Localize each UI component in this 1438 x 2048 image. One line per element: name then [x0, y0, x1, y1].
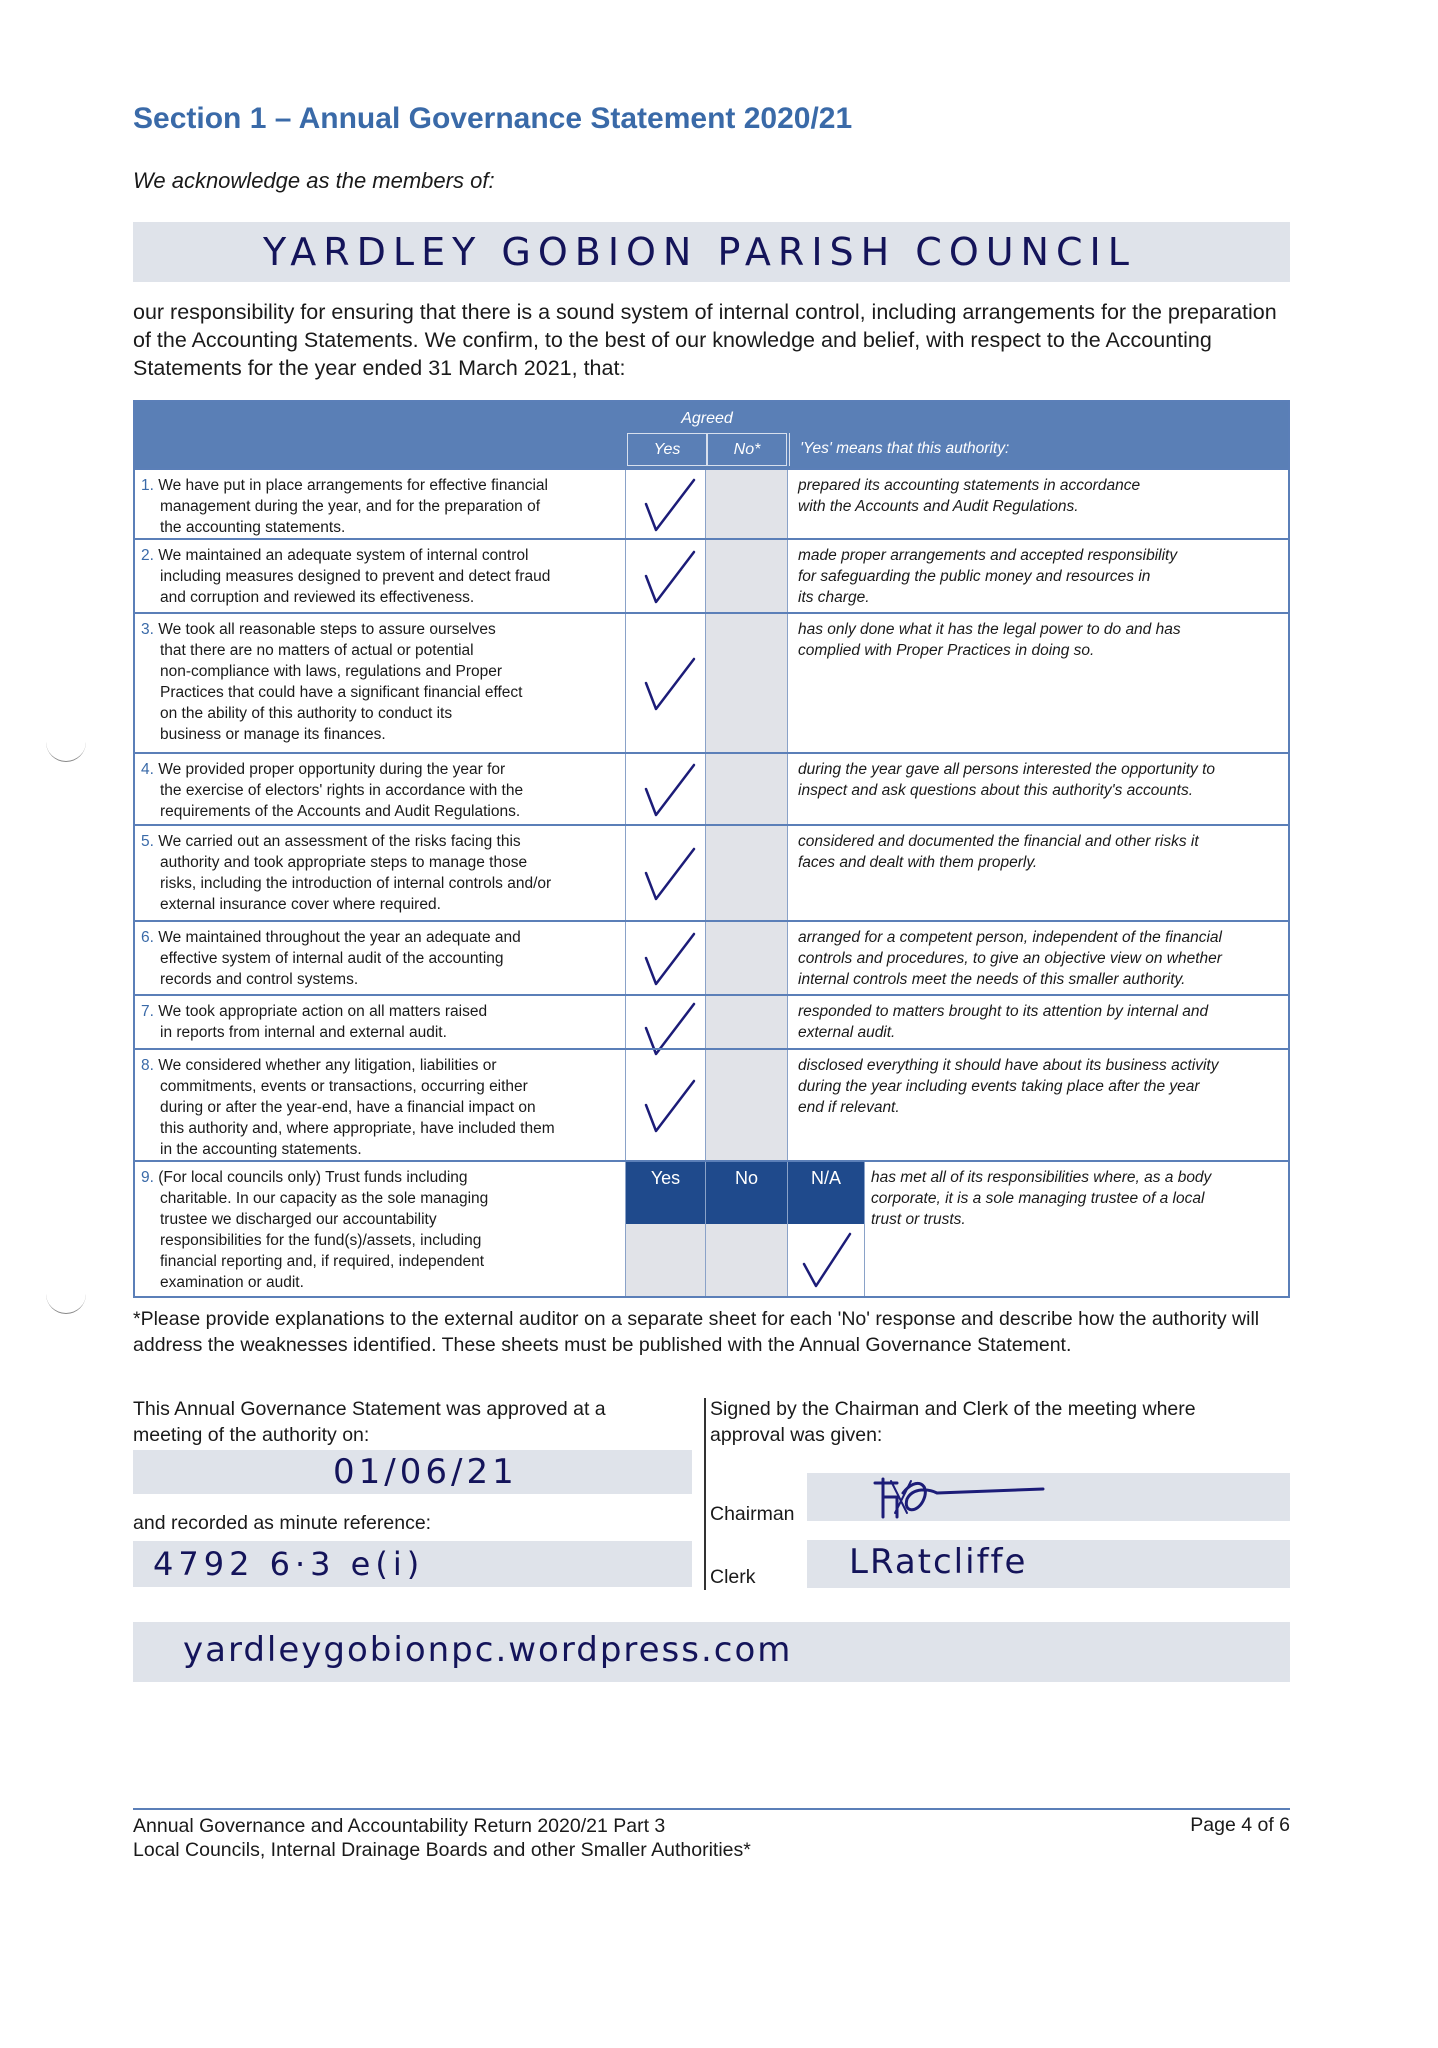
- table-row: [135, 752, 1288, 824]
- check-mark-icon: [640, 1075, 700, 1137]
- page-title: Section 1 – Annual Governance Statement 2020/21: [133, 102, 853, 135]
- page-number: Page 4 of 6: [1190, 1814, 1290, 1836]
- meaning-text: has only done what it has the legal power to do and has complied with Proper Practices in doing so.: [787, 614, 1288, 752]
- meaning-text: made proper arrangements and accepted responsibility for safeguarding the public money and resources in its charge.: [787, 540, 1288, 612]
- statement-text: 4. We provided proper opportunity during the year for the exercise of electors' rights in accordance with the requirements of the Accounts and Audit Regulations.: [141, 761, 524, 820]
- column-divider: [704, 1398, 706, 1590]
- approval-text: This Annual Governance Statement was approved at a meeting of the authority on:: [133, 1398, 606, 1446]
- approval-date-field[interactable]: [133, 1450, 692, 1494]
- authority-name: YARDLEY GOBION PARISH COUNCIL: [263, 230, 1136, 274]
- no-header: No*: [707, 433, 787, 466]
- yes-cell[interactable]: [625, 1050, 705, 1160]
- check-mark-icon: [640, 928, 700, 990]
- meaning-text: arranged for a competent person, independent of the financial controls and procedures, to give an objective view on whether internal controls meet the needs of this smaller authority.: [787, 922, 1288, 994]
- no-cell[interactable]: [705, 614, 787, 752]
- footer-line-1: Annual Governance and Accountability Return 2020/21 Part 3: [133, 1815, 666, 1837]
- no-cell[interactable]: [705, 540, 787, 612]
- table-row: [135, 1048, 1288, 1160]
- statement-text: 7. We took appropriate action on all matters raised in reports from internal and external audit.: [141, 1003, 488, 1041]
- yes-cell[interactable]: [625, 826, 705, 920]
- no-cell[interactable]: [705, 754, 787, 824]
- chairman-label: Chairman: [710, 1503, 795, 1525]
- yes-cell[interactable]: [625, 754, 705, 824]
- statement-text: 6. We maintained throughout the year an adequate and effective system of internal audit of the accounting records and control systems.: [141, 929, 521, 988]
- chairman-signature: [867, 1473, 1127, 1521]
- punch-hole-mark: [46, 722, 86, 762]
- trust-yes-cell[interactable]: Yes: [625, 1162, 705, 1296]
- clerk-signature: LRatcliffe: [849, 1542, 1028, 1582]
- clerk-label: Clerk: [710, 1566, 756, 1588]
- yes-cell[interactable]: [625, 540, 705, 612]
- check-mark-icon: [640, 653, 700, 715]
- no-cell[interactable]: [705, 826, 787, 920]
- no-cell[interactable]: [705, 922, 787, 994]
- punch-hole-mark: [46, 1274, 86, 1314]
- meaning-text: prepared its accounting statements in accordance with the Accounts and Audit Regulations.: [787, 470, 1288, 538]
- statement-9: 9. (For local councils only) Trust funds including charitable. In our capacity as the sole managing trustee we discharged our accountability responsibilities for the fund(s)/assets, including financial reporting and, if required, independent examination or audit.: [141, 1169, 489, 1291]
- chairman-signature-field[interactable]: [807, 1473, 1290, 1521]
- agreed-header: Agreed: [681, 410, 733, 427]
- check-mark-icon: [640, 474, 700, 536]
- table-row: [135, 994, 1288, 1048]
- acknowledge-text: We acknowledge as the members of:: [133, 168, 495, 193]
- table-row: [135, 468, 1288, 538]
- table-row: [135, 824, 1288, 920]
- signed-text: Signed by the Chairman and Clerk of the meeting where approval was given:: [710, 1398, 1196, 1446]
- approval-date: 01/06/21: [333, 1452, 518, 1492]
- footnote: *Please provide explanations to the external auditor on a separate sheet for each 'No' response and describe how the authority will address the weaknesses identified. These sheets must be published with the Annual Governance Statement.: [133, 1308, 1260, 1356]
- table-row: [135, 920, 1288, 994]
- yes-header: Yes: [627, 433, 707, 466]
- check-mark-icon: [640, 843, 700, 905]
- statement-text: 5. We carried out an assessment of the risks facing this authority and took appropriate steps to manage those risks, including the introduction of internal controls and/or external insurance cover where required.: [141, 833, 552, 913]
- meaning-9: has met all of its responsibilities where, as a body corporate, it is a sole managing trustee of a local trust or trusts.: [871, 1169, 1212, 1228]
- statement-text: 3. We took all reasonable steps to assure ourselves that there are no matters of actual or potential non-compliance with laws, regulations and Proper Practices that could have a significant financial effect on the ability of this authority to conduct its business or manage its finances.: [141, 621, 523, 743]
- meaning-text: disclosed everything it should have about its business activity during the year including events taking place after the year end if relevant.: [787, 1050, 1288, 1160]
- meaning-text: considered and documented the financial and other risks it faces and dealt with them properly.: [787, 826, 1288, 920]
- check-mark-icon: [640, 546, 700, 608]
- website-address: yardleygobionpc.wordpress.com: [183, 1630, 793, 1670]
- no-cell[interactable]: [705, 470, 787, 538]
- no-cell[interactable]: [705, 1050, 787, 1160]
- check-mark-icon: [798, 1228, 858, 1290]
- statement-text: 2. We maintained an adequate system of internal control including measures designed to prevent and detect fraud and corruption and reviewed its effectiveness.: [141, 547, 551, 606]
- check-mark-icon: [640, 759, 700, 821]
- yes-cell[interactable]: [625, 996, 705, 1048]
- yes-cell[interactable]: [625, 614, 705, 752]
- statement-text: 8. We considered whether any litigation, liabilities or commitments, events or transactions, occurring either during or after the year-end, have a financial impact on this authority and, where appropriate, have included them in the accounting statements.: [141, 1057, 555, 1158]
- means-header: 'Yes' means that this authority:: [789, 433, 1288, 466]
- intro-paragraph: our responsibility for ensuring that there is a sound system of internal control, including arrangements for the preparation of the Accounting Statements. We confirm, to the best of our knowledge and belief, with respect to the Accounting Statements for the year ended 31 March 2021, that:: [133, 300, 1277, 380]
- governance-table: [133, 400, 1290, 1298]
- clerk-signature-field[interactable]: [807, 1540, 1290, 1588]
- footer-rule: [133, 1808, 1290, 1810]
- website-field[interactable]: [133, 1622, 1290, 1682]
- meaning-text: during the year gave all persons interested the opportunity to inspect and ask questions about this authority's accounts.: [787, 754, 1288, 824]
- meaning-text: responded to matters brought to its attention by internal and external audit.: [787, 996, 1288, 1048]
- table-row-9: [135, 1160, 1288, 1296]
- table-row: [135, 612, 1288, 752]
- table-row: [135, 538, 1288, 612]
- no-cell[interactable]: [705, 996, 787, 1048]
- yes-cell[interactable]: [625, 922, 705, 994]
- footer-line-2: Local Councils, Internal Drainage Boards and other Smaller Authorities*: [133, 1839, 751, 1861]
- authority-name-field: [133, 222, 1290, 282]
- minute-reference-field[interactable]: [133, 1541, 692, 1587]
- minute-label: and recorded as minute reference:: [133, 1512, 432, 1534]
- yes-cell[interactable]: [625, 470, 705, 538]
- minute-reference: 4792 6·3 e(i): [153, 1545, 425, 1583]
- trust-na-cell[interactable]: N/A: [787, 1162, 865, 1296]
- table-header: [135, 402, 1288, 468]
- trust-no-cell[interactable]: No: [705, 1162, 787, 1296]
- statement-text: 1. We have put in place arrangements for effective financial management during the year, and for the preparation of the accounting statements.: [141, 477, 548, 536]
